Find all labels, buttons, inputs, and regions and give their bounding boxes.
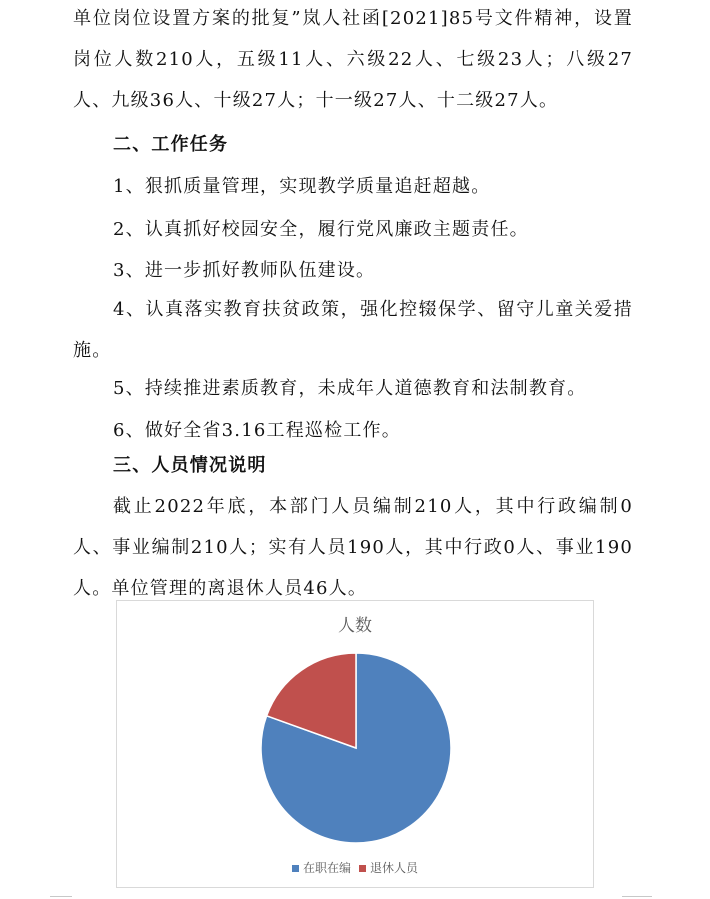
pie-chart	[116, 600, 594, 888]
footer-rule-right	[622, 896, 652, 897]
legend-item-retired	[359, 859, 418, 876]
task-item-2: 2、认真抓好校园安全，履行党风廉政主题责任。	[113, 219, 529, 240]
legend-label: 在职在编	[302, 861, 351, 875]
task-item-4: 4、认真落实教育扶贫政策，强化控辍保学、留守儿童关爱措施。	[73, 299, 633, 361]
legend-item-in-service	[292, 859, 351, 876]
chart-title: 人数	[338, 616, 372, 636]
paragraph-staff-info: 截止2022年底，本部门人员编制210人，其中行政编制0人、事业编制210人；实有人员190人，其中行政0人、事业190人。单位管理的离退休人员46人。	[73, 496, 633, 599]
task-item-1: 1、狠抓质量管理，实现教学质量追赶超越。	[113, 176, 491, 197]
task-item-3: 3、进一步抓好教师队伍建设。	[113, 260, 376, 281]
legend-swatch	[359, 865, 366, 872]
legend-swatch	[292, 865, 299, 872]
section-heading-work-tasks: 二、工作任务	[113, 134, 229, 155]
section-heading-staff: 三、人员情况说明	[113, 455, 267, 476]
footer-rule-left	[50, 896, 72, 897]
paragraph-position-setup: 单位岗位设置方案的批复”岚人社函[2021]85号文件精神，设置岗位人数210人，五级11人、六级22人、七级23人；八级27人、九级36人、十级27人；十一级27人、十二级27人。	[73, 8, 633, 111]
pie-chart-canvas	[117, 601, 593, 887]
legend-label: 退休人员	[370, 861, 419, 875]
chart-legend	[117, 859, 593, 876]
task-item-6: 6、做好全省3.16工程巡检工作。	[113, 420, 401, 441]
task-item-5: 5、持续推进素质教育，未成年人道德教育和法制教育。	[113, 378, 587, 399]
